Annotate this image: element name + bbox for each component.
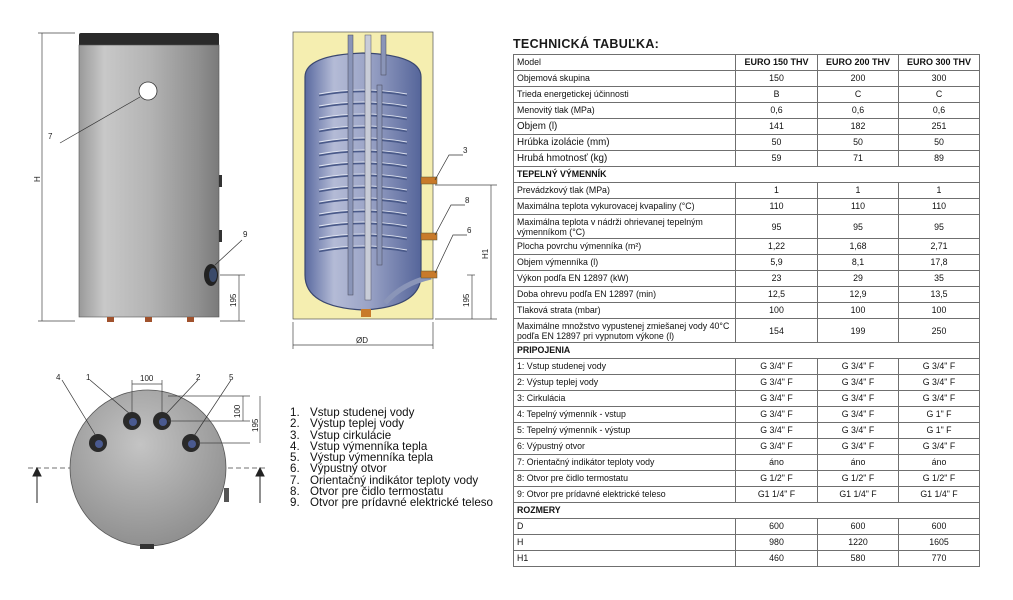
- row-value: 1: [899, 183, 980, 199]
- row-label: Objem (l): [514, 119, 736, 135]
- row-value: G 3/4" F: [818, 423, 899, 439]
- row-label: 3: Cirkulácia: [514, 391, 736, 407]
- legend-item: 6. Výpustný otvor: [290, 462, 387, 476]
- row-value: 110: [899, 199, 980, 215]
- row-value: 600: [818, 519, 899, 535]
- heater-port-rim: [209, 268, 217, 282]
- row-value: 59: [736, 151, 818, 167]
- table-section-row: [514, 343, 980, 359]
- table-header-row: [514, 55, 980, 71]
- row-value: G 3/4" F: [736, 375, 818, 391]
- row-label: 2: Výstup teplej vody: [514, 375, 736, 391]
- row-value: 17,8: [899, 255, 980, 271]
- drain-port: [421, 271, 437, 278]
- row-label: 1: Vstup studenej vody: [514, 359, 736, 375]
- row-value: B: [736, 87, 818, 103]
- row-label: Maximálne množstvo vypustenej zmiešanej vody 40°C podľa EN 12897 pri vypnutom výkone (l): [514, 319, 736, 343]
- row-value: 23: [736, 271, 818, 287]
- row-value: G 1/2" F: [736, 471, 818, 487]
- row-value: G 3/4" F: [899, 375, 980, 391]
- table-row: [514, 439, 980, 455]
- bottom-fitting: [361, 309, 371, 317]
- temperature-indicator: [139, 82, 157, 100]
- callout-6: 6: [467, 226, 472, 235]
- row-value: 1: [736, 183, 818, 199]
- technical-table: [513, 54, 980, 567]
- row-value: 154: [736, 319, 818, 343]
- row-value: 199: [818, 319, 899, 343]
- row-label: 9: Otvor pre prídavné elektrické teleso: [514, 487, 736, 503]
- table-row: [514, 183, 980, 199]
- table-row: [514, 551, 980, 567]
- row-value: 13,5: [899, 287, 980, 303]
- section-title: ROZMERY: [514, 503, 980, 519]
- callout-1: 1: [86, 373, 91, 382]
- dim-100-v-label: 100: [233, 404, 242, 418]
- legend-item: 4. Vstup výmenníka tepla: [290, 439, 428, 453]
- table-row: [514, 119, 980, 135]
- table-row: [514, 87, 980, 103]
- row-value: G 3/4" F: [736, 423, 818, 439]
- row-value: 95: [736, 215, 818, 239]
- row-value: G 3/4" F: [736, 439, 818, 455]
- legend-item: 9. Otvor pre prídavné elektrické teleso: [290, 496, 494, 510]
- table-row: [514, 407, 980, 423]
- row-label: 7: Orientačný indikátor teploty vody: [514, 455, 736, 471]
- row-value: 1,22: [736, 239, 818, 255]
- row-value: 141: [736, 119, 818, 135]
- row-value: 600: [899, 519, 980, 535]
- row-value: 50: [899, 135, 980, 151]
- row-label: Hrubá hmotnosť (kg): [514, 151, 736, 167]
- callout-7: 7: [48, 132, 53, 141]
- table-row: [514, 375, 980, 391]
- table-row: [514, 71, 980, 87]
- row-value: 0,6: [899, 103, 980, 119]
- table-row: [514, 535, 980, 551]
- side-stud: [224, 488, 229, 502]
- row-label: Objemová skupina: [514, 71, 736, 87]
- legend-item: 1. Vstup studenej vody: [290, 406, 415, 419]
- dim-h1-label: H1: [481, 248, 490, 259]
- row-label: Tlaková strata (mbar): [514, 303, 736, 319]
- row-value: 580: [818, 551, 899, 567]
- row-label: H1: [514, 551, 736, 567]
- dim-100-h-label: 100: [140, 374, 154, 383]
- row-value: G 3/4" F: [736, 407, 818, 423]
- side-stud: [219, 230, 222, 242]
- row-value: G 3/4" F: [899, 439, 980, 455]
- row-value: 100: [899, 303, 980, 319]
- callout-5: 5: [229, 373, 234, 382]
- row-value: áno: [899, 455, 980, 471]
- header-model: Model: [514, 55, 736, 71]
- tank-top-view: [28, 368, 273, 560]
- row-label: Prevádzkový tlak (MPa): [514, 183, 736, 199]
- row-value: G 3/4" F: [736, 359, 818, 375]
- dim-195-label: 195: [462, 293, 471, 307]
- table-row: [514, 487, 980, 503]
- port-4-rim: [95, 440, 103, 448]
- tank-section-view: [285, 25, 505, 355]
- callout-4: 4: [56, 373, 61, 382]
- header-column: EURO 200 THV: [818, 55, 899, 71]
- table-row: [514, 455, 980, 471]
- table-row: [514, 103, 980, 119]
- row-value: C: [818, 87, 899, 103]
- row-label: 5: Tepelný výmenník - výstup: [514, 423, 736, 439]
- callout-3: 3: [463, 146, 468, 155]
- table-row: [514, 239, 980, 255]
- row-value: 5,9: [736, 255, 818, 271]
- row-value: 182: [818, 119, 899, 135]
- row-value: G 3/4" F: [899, 391, 980, 407]
- row-value: G 1" F: [899, 423, 980, 439]
- row-label: H: [514, 535, 736, 551]
- row-value: 50: [736, 135, 818, 151]
- side-stud: [140, 544, 154, 549]
- anode-rod: [365, 35, 371, 300]
- tank-foot: [187, 317, 194, 322]
- row-value: 29: [818, 271, 899, 287]
- row-value: 300: [899, 71, 980, 87]
- callout-2: 2: [196, 373, 201, 382]
- dim-h-line: [38, 33, 75, 321]
- row-value: áno: [736, 455, 818, 471]
- dim-h-label: H: [33, 176, 42, 182]
- row-value: 100: [818, 303, 899, 319]
- row-value: 95: [899, 215, 980, 239]
- row-label: Objem výmenníka (l): [514, 255, 736, 271]
- row-value: G 3/4" F: [818, 439, 899, 455]
- table-row: [514, 519, 980, 535]
- row-value: C: [899, 87, 980, 103]
- row-value: 1: [818, 183, 899, 199]
- port-1-rim: [129, 418, 137, 426]
- row-value: 12,5: [736, 287, 818, 303]
- row-value: G1 1/4" F: [899, 487, 980, 503]
- row-value: 8,1: [818, 255, 899, 271]
- table-row: [514, 471, 980, 487]
- row-value: G1 1/4" F: [818, 487, 899, 503]
- row-label: D: [514, 519, 736, 535]
- table-row: [514, 151, 980, 167]
- table-row: [514, 359, 980, 375]
- row-value: 50: [818, 135, 899, 151]
- coil-inlet-pipe: [377, 85, 382, 265]
- inlet-pipe: [348, 35, 353, 295]
- table-row: [514, 287, 980, 303]
- row-value: 2,71: [899, 239, 980, 255]
- row-value: 460: [736, 551, 818, 567]
- row-label: Menovitý tlak (MPa): [514, 103, 736, 119]
- row-label: Doba ohrevu podľa EN 12897 (min): [514, 287, 736, 303]
- row-value: G 3/4" F: [899, 359, 980, 375]
- row-label: 4: Tepelný výmenník - vstup: [514, 407, 736, 423]
- table-section-row: [514, 503, 980, 519]
- table-title: TECHNICKÁ TABUĽKA:: [513, 37, 660, 51]
- row-value: 600: [736, 519, 818, 535]
- row-value: 89: [899, 151, 980, 167]
- sensor-port: [421, 233, 437, 240]
- row-value: áno: [818, 455, 899, 471]
- table-row: [514, 391, 980, 407]
- row-value: G 3/4" F: [818, 375, 899, 391]
- callout-lines: [435, 155, 467, 273]
- row-value: 980: [736, 535, 818, 551]
- legend-item: 3. Vstup cirkulácie: [290, 428, 392, 442]
- row-label: Výkon podľa EN 12897 (kW): [514, 271, 736, 287]
- row-value: 0,6: [818, 103, 899, 119]
- section-title: TEPELNÝ VÝMENNÍK: [514, 167, 980, 183]
- legend-item: 8. Otvor pre čidlo termostatu: [290, 485, 444, 499]
- table-row: [514, 255, 980, 271]
- row-value: 1,68: [818, 239, 899, 255]
- row-label: Trieda energetickej účinnosti: [514, 87, 736, 103]
- table-row: [514, 215, 980, 239]
- connection-legend: [290, 407, 510, 509]
- row-value: 35: [899, 271, 980, 287]
- table-section-row: [514, 167, 980, 183]
- row-value: 251: [899, 119, 980, 135]
- row-value: 71: [818, 151, 899, 167]
- row-value: G 3/4" F: [736, 391, 818, 407]
- dim-d-label: ØD: [356, 336, 368, 345]
- table-row: [514, 271, 980, 287]
- table-row: [514, 303, 980, 319]
- row-value: 250: [899, 319, 980, 343]
- table-row: [514, 319, 980, 343]
- row-label: Maximálna teplota vykurovacej kvapaliny (°C): [514, 199, 736, 215]
- row-label: Hrúbka izolácie (mm): [514, 135, 736, 151]
- row-value: 0,6: [736, 103, 818, 119]
- circulation-port: [421, 177, 437, 184]
- table-row: [514, 199, 980, 215]
- row-value: 110: [818, 199, 899, 215]
- dim-195-label: 195: [251, 418, 260, 432]
- tank-top-body: [70, 390, 226, 546]
- callout-8: 8: [465, 196, 470, 205]
- legend-item: 2. Výstup teplej vody: [290, 417, 405, 431]
- row-value: G 1/2" F: [818, 471, 899, 487]
- table-row: [514, 135, 980, 151]
- callout-9: 9: [243, 230, 248, 239]
- section-title: PRIPOJENIA: [514, 343, 980, 359]
- row-value: 200: [818, 71, 899, 87]
- tank-foot: [145, 317, 152, 322]
- header-column: EURO 300 THV: [899, 55, 980, 71]
- outlet-pipe: [381, 35, 386, 75]
- row-value: 95: [818, 215, 899, 239]
- port-2-rim: [159, 418, 167, 426]
- header-column: EURO 150 THV: [736, 55, 818, 71]
- row-value: G 3/4" F: [818, 407, 899, 423]
- row-value: G 3/4" F: [818, 359, 899, 375]
- row-value: 12,9: [818, 287, 899, 303]
- row-value: 1220: [818, 535, 899, 551]
- port-5-rim: [188, 440, 196, 448]
- row-value: 110: [736, 199, 818, 215]
- row-value: G 1/2" F: [899, 471, 980, 487]
- tank-foot: [107, 317, 114, 322]
- row-label: Maximálna teplota v nádrži ohrievanej tepelným výmenníkom (°C): [514, 215, 736, 239]
- row-value: 770: [899, 551, 980, 567]
- legend-item: 7. Orientačný indikátor teploty vody: [290, 473, 479, 487]
- side-stud: [219, 175, 222, 187]
- row-label: 8: Otvor pre čidlo termostatu: [514, 471, 736, 487]
- tank-side-view: [30, 25, 270, 335]
- row-label: 6: Výpustný otvor: [514, 439, 736, 455]
- dim-195-label: 195: [229, 293, 238, 307]
- row-value: 1605: [899, 535, 980, 551]
- row-value: 150: [736, 71, 818, 87]
- row-label: Plocha povrchu výmenníka (m²): [514, 239, 736, 255]
- row-value: G1 1/4" F: [736, 487, 818, 503]
- row-value: G 3/4" F: [818, 391, 899, 407]
- row-value: G 1" F: [899, 407, 980, 423]
- legend-item: 5. Výstup výmenníka tepla: [290, 451, 434, 465]
- row-value: 100: [736, 303, 818, 319]
- table-row: [514, 423, 980, 439]
